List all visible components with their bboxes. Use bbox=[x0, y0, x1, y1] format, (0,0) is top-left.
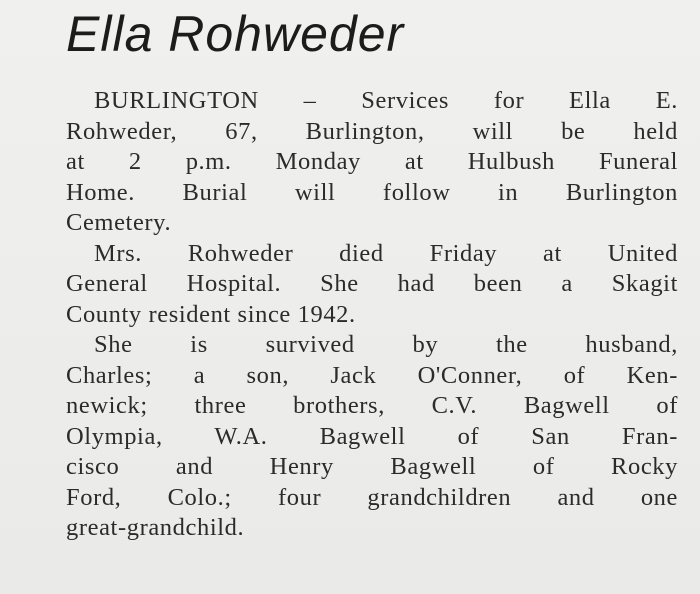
paragraph-death bbox=[66, 239, 678, 331]
text-line: cisco and Henry Bagwell of Rocky bbox=[66, 453, 678, 480]
obituary-headline: Ella Rohweder bbox=[66, 6, 405, 62]
text-line: newick; three brothers, C.V. Bagwell of bbox=[66, 392, 678, 419]
text-line: Olympia, W.A. Bagwell of San Fran- bbox=[66, 422, 678, 450]
text-line: Cemetery. bbox=[66, 209, 172, 236]
text-line: Mrs. Rohweder died Friday at United bbox=[94, 239, 678, 267]
text-line: Rohweder, 67, Burlington, will be held bbox=[66, 117, 678, 145]
obituary-body bbox=[66, 86, 678, 544]
paragraph-survivors bbox=[66, 330, 678, 544]
text-line: great-grandchild. bbox=[66, 514, 245, 541]
text-line: at 2 p.m. Monday at Hulbush Funeral bbox=[66, 148, 678, 175]
paragraph-services bbox=[66, 86, 678, 239]
text-line: BURLINGTON – Services for Ella E. bbox=[94, 87, 678, 114]
text-line: Charles; a son, Jack O'Conner, of Ken- bbox=[66, 361, 678, 389]
text-line: She is survived by the husband, bbox=[94, 331, 678, 358]
text-line: County resident since 1942. bbox=[66, 300, 356, 328]
text-line: Home. Burial will follow in Burlington bbox=[66, 178, 678, 206]
text-line: Ford, Colo.; four grandchildren and one bbox=[66, 483, 678, 511]
text-line: General Hospital. She had been a Skagit bbox=[66, 270, 678, 297]
